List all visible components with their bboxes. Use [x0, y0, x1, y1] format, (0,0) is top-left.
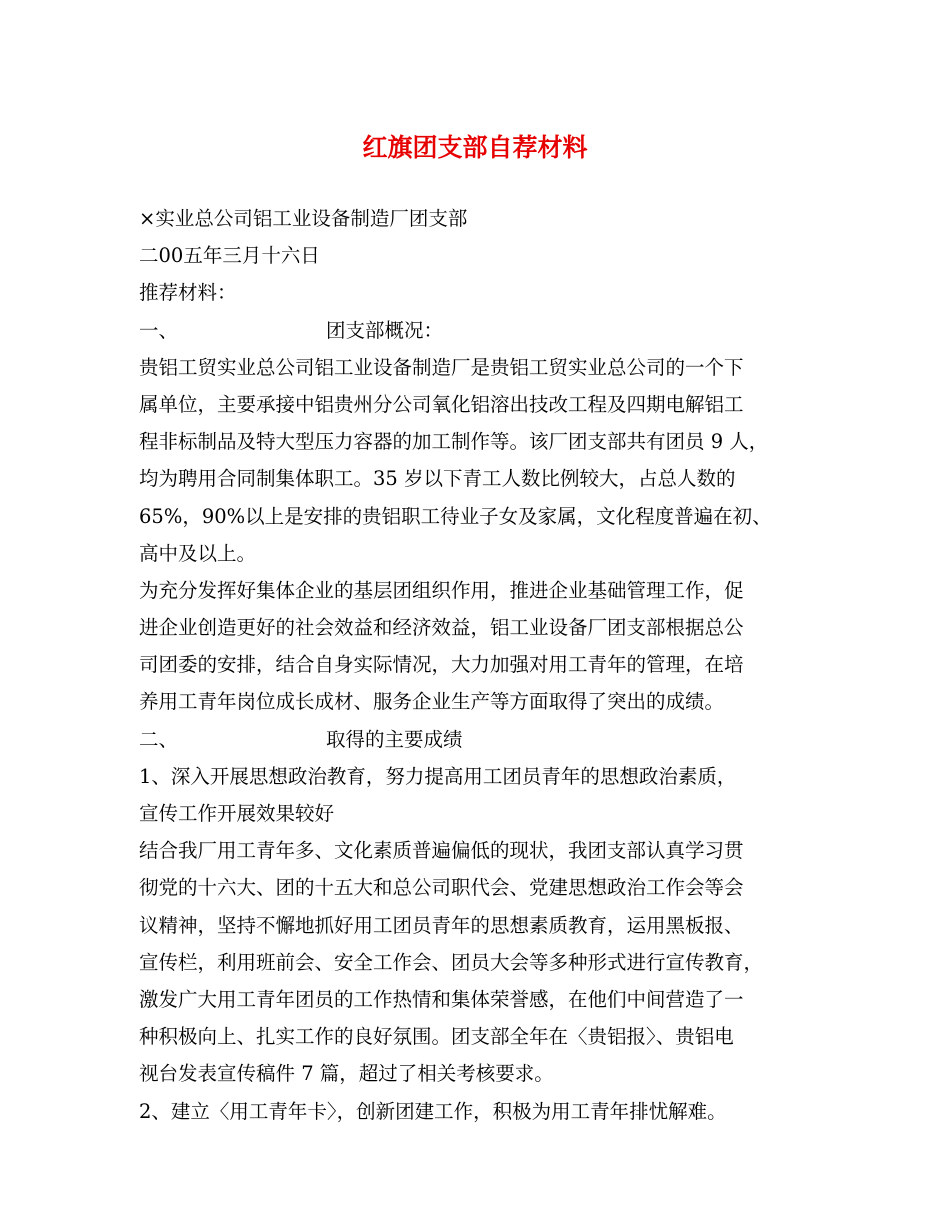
paragraph-line: 彻党的十六大、团的十五大和总公司职代会、党建思想政治工作会等会 — [139, 876, 744, 900]
document-body — [139, 200, 819, 1130]
paragraph-line: 高中及以上。 — [139, 541, 257, 565]
paragraph-line: 属单位，主要承接中铝贵州分公司氧化铝溶出技改工程及四期电解铝工 — [139, 392, 744, 416]
section-1-heading: 团支部概况： — [326, 318, 444, 342]
document-title: 红旗团支部自荐材料 — [362, 133, 588, 162]
paragraph-line: 程非标制品及特大型压力容器的加工制作等。该厂团支部共有团员 9 人， — [139, 430, 769, 454]
organization-line: ×实业总公司铝工业设备制造厂团支部 — [139, 207, 468, 230]
item-2-heading-line: 2、建立〈用工青年卡〉，创新团建工作，积极为用工青年排忧解难。 — [139, 1099, 727, 1123]
paragraph-line: 均为聘用合同制集体职工。35 岁以下青工人数比例较大，占总人数的 — [139, 467, 736, 491]
section-1-heading-line — [139, 312, 819, 349]
paragraph-line: 议精神，坚持不懈地抓好用工团员青年的思想素质教育，运用黑板报、 — [139, 913, 744, 937]
paragraph-line: 65%，90%以上是安排的贵铝职工待业子女及家属，文化程度普遍在初、 — [139, 504, 772, 528]
paragraph-line: 司团委的安排，结合自身实际情况，大力加强对用工青年的管理，在培 — [139, 653, 744, 677]
item-1-heading-line: 1、深入开展思想政治教育，努力提高用工团员青年的思想政治素质， — [139, 764, 737, 788]
section-2-number: 二、 — [139, 727, 179, 751]
paragraph-line: 养用工青年岗位成长成材、服务企业生产等方面取得了突出的成绩。 — [139, 690, 725, 714]
section-2-heading-line — [139, 721, 819, 758]
paragraph-line: 宣传栏，利用班前会、安全工作会、团员大会等多种形式进行宣传教育， — [139, 950, 764, 974]
paragraph-line: 进企业创造更好的社会效益和经济效益，铝工业设备厂团支部根据总公 — [139, 616, 744, 640]
paragraph-line: 激发广大用工青年团员的工作热情和集体荣誉感，在他们中间营造了一 — [139, 987, 744, 1011]
paragraph-line: 结合我厂用工青年多、文化素质普遍偏低的现状，我团支部认真学习贯 — [139, 839, 744, 863]
paragraph-line: 为充分发挥好集体企业的基层团组织作用，推进企业基础管理工作，促 — [139, 578, 744, 602]
item-1-heading-line: 宣传工作开展效果较好 — [139, 802, 335, 825]
recommendation-label: 推荐材料： — [139, 281, 237, 305]
paragraph-line: 贵铝工贸实业总公司铝工业设备制造厂是贵铝工贸实业总公司的一个下 — [139, 355, 744, 379]
paragraph-line: 种积极向上、扎实工作的良好氛围。团支部全年在〈贵铝报〉、贵铝电 — [139, 1025, 734, 1049]
paragraph-line: 视台发表宣传稿件 7 篇，超过了相关考核要求。 — [139, 1062, 554, 1086]
date-line: 二00五年三月十六日 — [139, 244, 320, 268]
section-1-number: 一、 — [139, 318, 179, 342]
section-2-heading: 取得的主要成绩 — [326, 727, 463, 751]
